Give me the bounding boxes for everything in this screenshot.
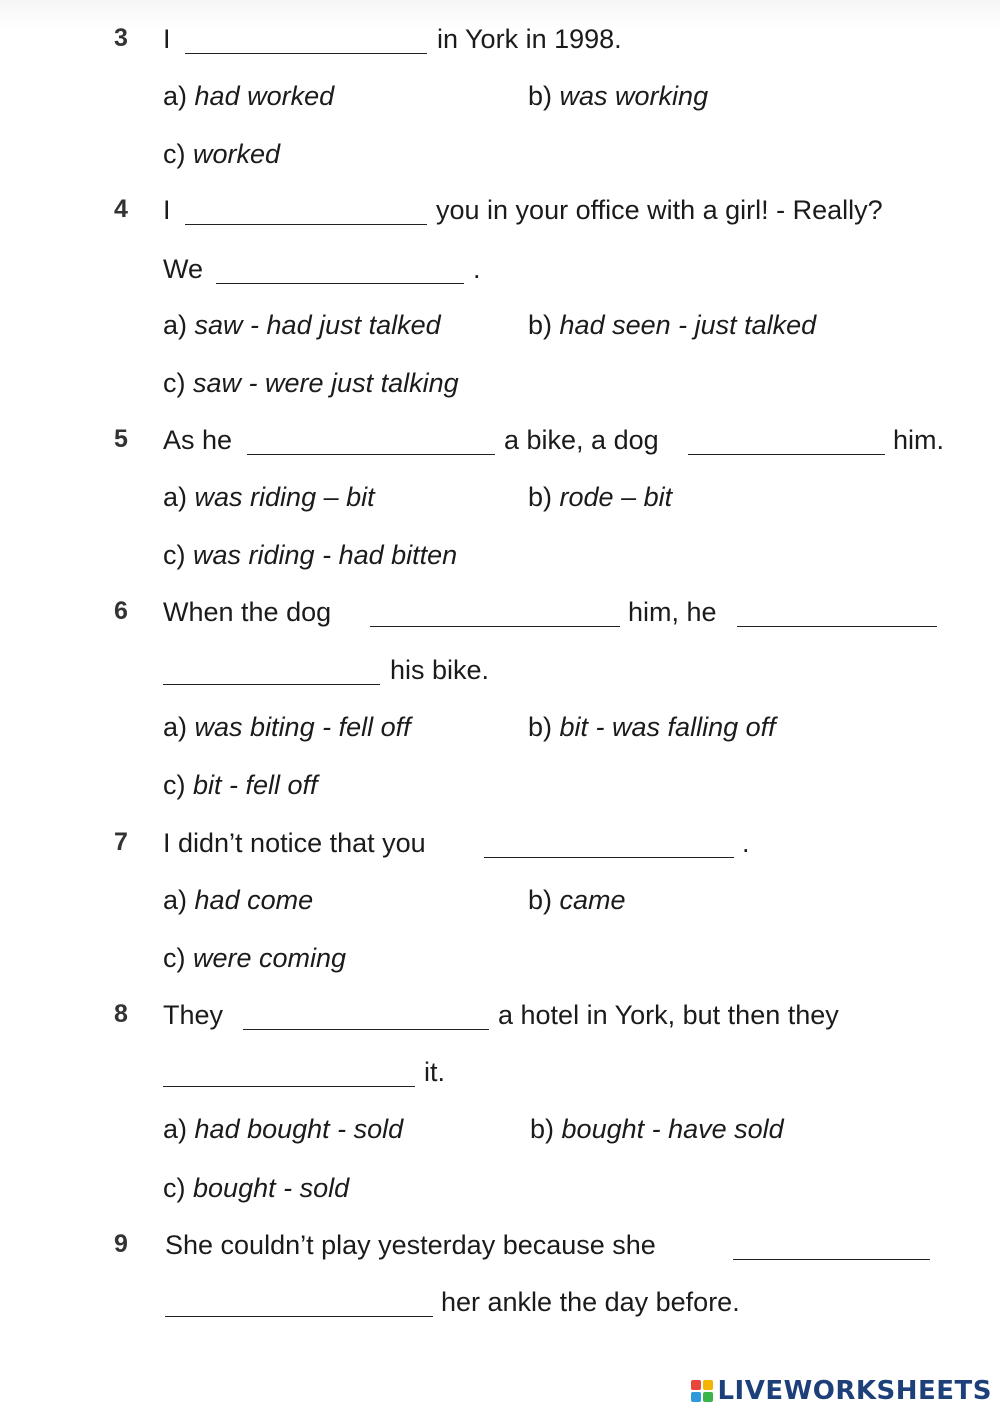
question-number: 4 — [114, 195, 128, 223]
answer-blank[interactable] — [185, 53, 427, 54]
question-text: him. — [893, 425, 945, 455]
question-text: . — [742, 828, 750, 858]
question-9 — [0, 1230, 1000, 1274]
option-a[interactable]: a) was riding – bit — [163, 482, 375, 512]
question-number: 9 — [114, 1230, 128, 1258]
question-text: I didn’t notice that you — [163, 828, 426, 858]
question-4-line-2 — [0, 254, 1000, 298]
question-number: 5 — [114, 425, 128, 453]
question-9-line-2 — [0, 1287, 1000, 1331]
option-b[interactable]: b) bought - have sold — [530, 1114, 784, 1144]
question-7 — [0, 828, 1000, 872]
options-row — [0, 81, 1000, 125]
question-text: We — [163, 254, 204, 284]
option-a[interactable]: a) was biting - fell off — [163, 712, 411, 742]
liveworksheets-grid-icon — [691, 1380, 713, 1402]
answer-blank[interactable] — [247, 454, 495, 455]
options-row — [0, 139, 1000, 183]
options-row — [0, 943, 1000, 987]
answer-blank[interactable] — [216, 283, 464, 284]
question-text: As he — [163, 425, 233, 455]
option-c[interactable]: c) bit - fell off — [163, 770, 318, 800]
option-b[interactable]: b) came — [528, 885, 626, 915]
question-number: 7 — [114, 828, 128, 856]
question-text: in York in 1998. — [437, 24, 622, 54]
question-number: 8 — [114, 1000, 128, 1028]
question-text: it. — [424, 1057, 446, 1087]
question-8-line-2 — [0, 1057, 1000, 1101]
question-text: I — [163, 195, 171, 225]
option-b[interactable]: b) bit - was falling off — [528, 712, 776, 742]
answer-blank[interactable] — [163, 684, 380, 685]
options-row — [0, 368, 1000, 412]
question-text: you in your office with a girl! - Really? — [436, 195, 883, 225]
option-c[interactable]: c) were coming — [163, 943, 347, 973]
question-number: 6 — [114, 597, 128, 625]
question-text: . — [473, 254, 481, 284]
question-6-line-2 — [0, 655, 1000, 699]
question-text: a hotel in York, but then they — [498, 1000, 839, 1030]
liveworksheets-logo[interactable] — [691, 1375, 992, 1407]
option-a[interactable]: a) had bought - sold — [163, 1114, 404, 1144]
options-row — [0, 310, 1000, 354]
answer-blank[interactable] — [733, 1259, 930, 1260]
options-row — [0, 770, 1000, 814]
question-text: his bike. — [390, 655, 490, 685]
option-c[interactable]: c) worked — [163, 139, 281, 169]
logo-text: LIVEWORKSHEETS — [717, 1376, 992, 1406]
question-8 — [0, 1000, 1000, 1044]
question-text: She couldn’t play yesterday because she — [165, 1230, 656, 1260]
option-a[interactable]: a) had worked — [163, 81, 335, 111]
option-c[interactable]: c) was riding - had bitten — [163, 540, 458, 570]
answer-blank[interactable] — [737, 626, 937, 627]
options-row — [0, 482, 1000, 526]
option-b[interactable]: b) was working — [528, 81, 709, 111]
options-row — [0, 1173, 1000, 1217]
answer-blank[interactable] — [165, 1316, 433, 1317]
question-text: her ankle the day before. — [441, 1287, 740, 1317]
option-c[interactable]: c) saw - were just talking — [163, 368, 459, 398]
options-row — [0, 885, 1000, 929]
options-row — [0, 712, 1000, 756]
option-a[interactable]: a) saw - had just talked — [163, 310, 441, 340]
answer-blank[interactable] — [163, 1086, 415, 1087]
answer-blank[interactable] — [484, 857, 734, 858]
option-b[interactable]: b) had seen - just talked — [528, 310, 817, 340]
answer-blank[interactable] — [243, 1029, 489, 1030]
question-3 — [0, 24, 1000, 68]
option-b[interactable]: b) rode – bit — [528, 482, 673, 512]
answer-blank[interactable] — [370, 626, 620, 627]
question-text: a bike, a dog — [504, 425, 659, 455]
question-6 — [0, 597, 1000, 641]
answer-blank[interactable] — [185, 224, 427, 225]
option-a[interactable]: a) had come — [163, 885, 314, 915]
option-c[interactable]: c) bought - sold — [163, 1173, 350, 1203]
question-5 — [0, 425, 1000, 469]
question-text: They — [163, 1000, 224, 1030]
question-text: When the dog — [163, 597, 332, 627]
question-text: I — [163, 24, 171, 54]
question-text: him, he — [628, 597, 717, 627]
question-number: 3 — [114, 24, 128, 52]
answer-blank[interactable] — [688, 454, 885, 455]
question-4 — [0, 195, 1000, 239]
options-row — [0, 1114, 1000, 1158]
options-row — [0, 540, 1000, 584]
